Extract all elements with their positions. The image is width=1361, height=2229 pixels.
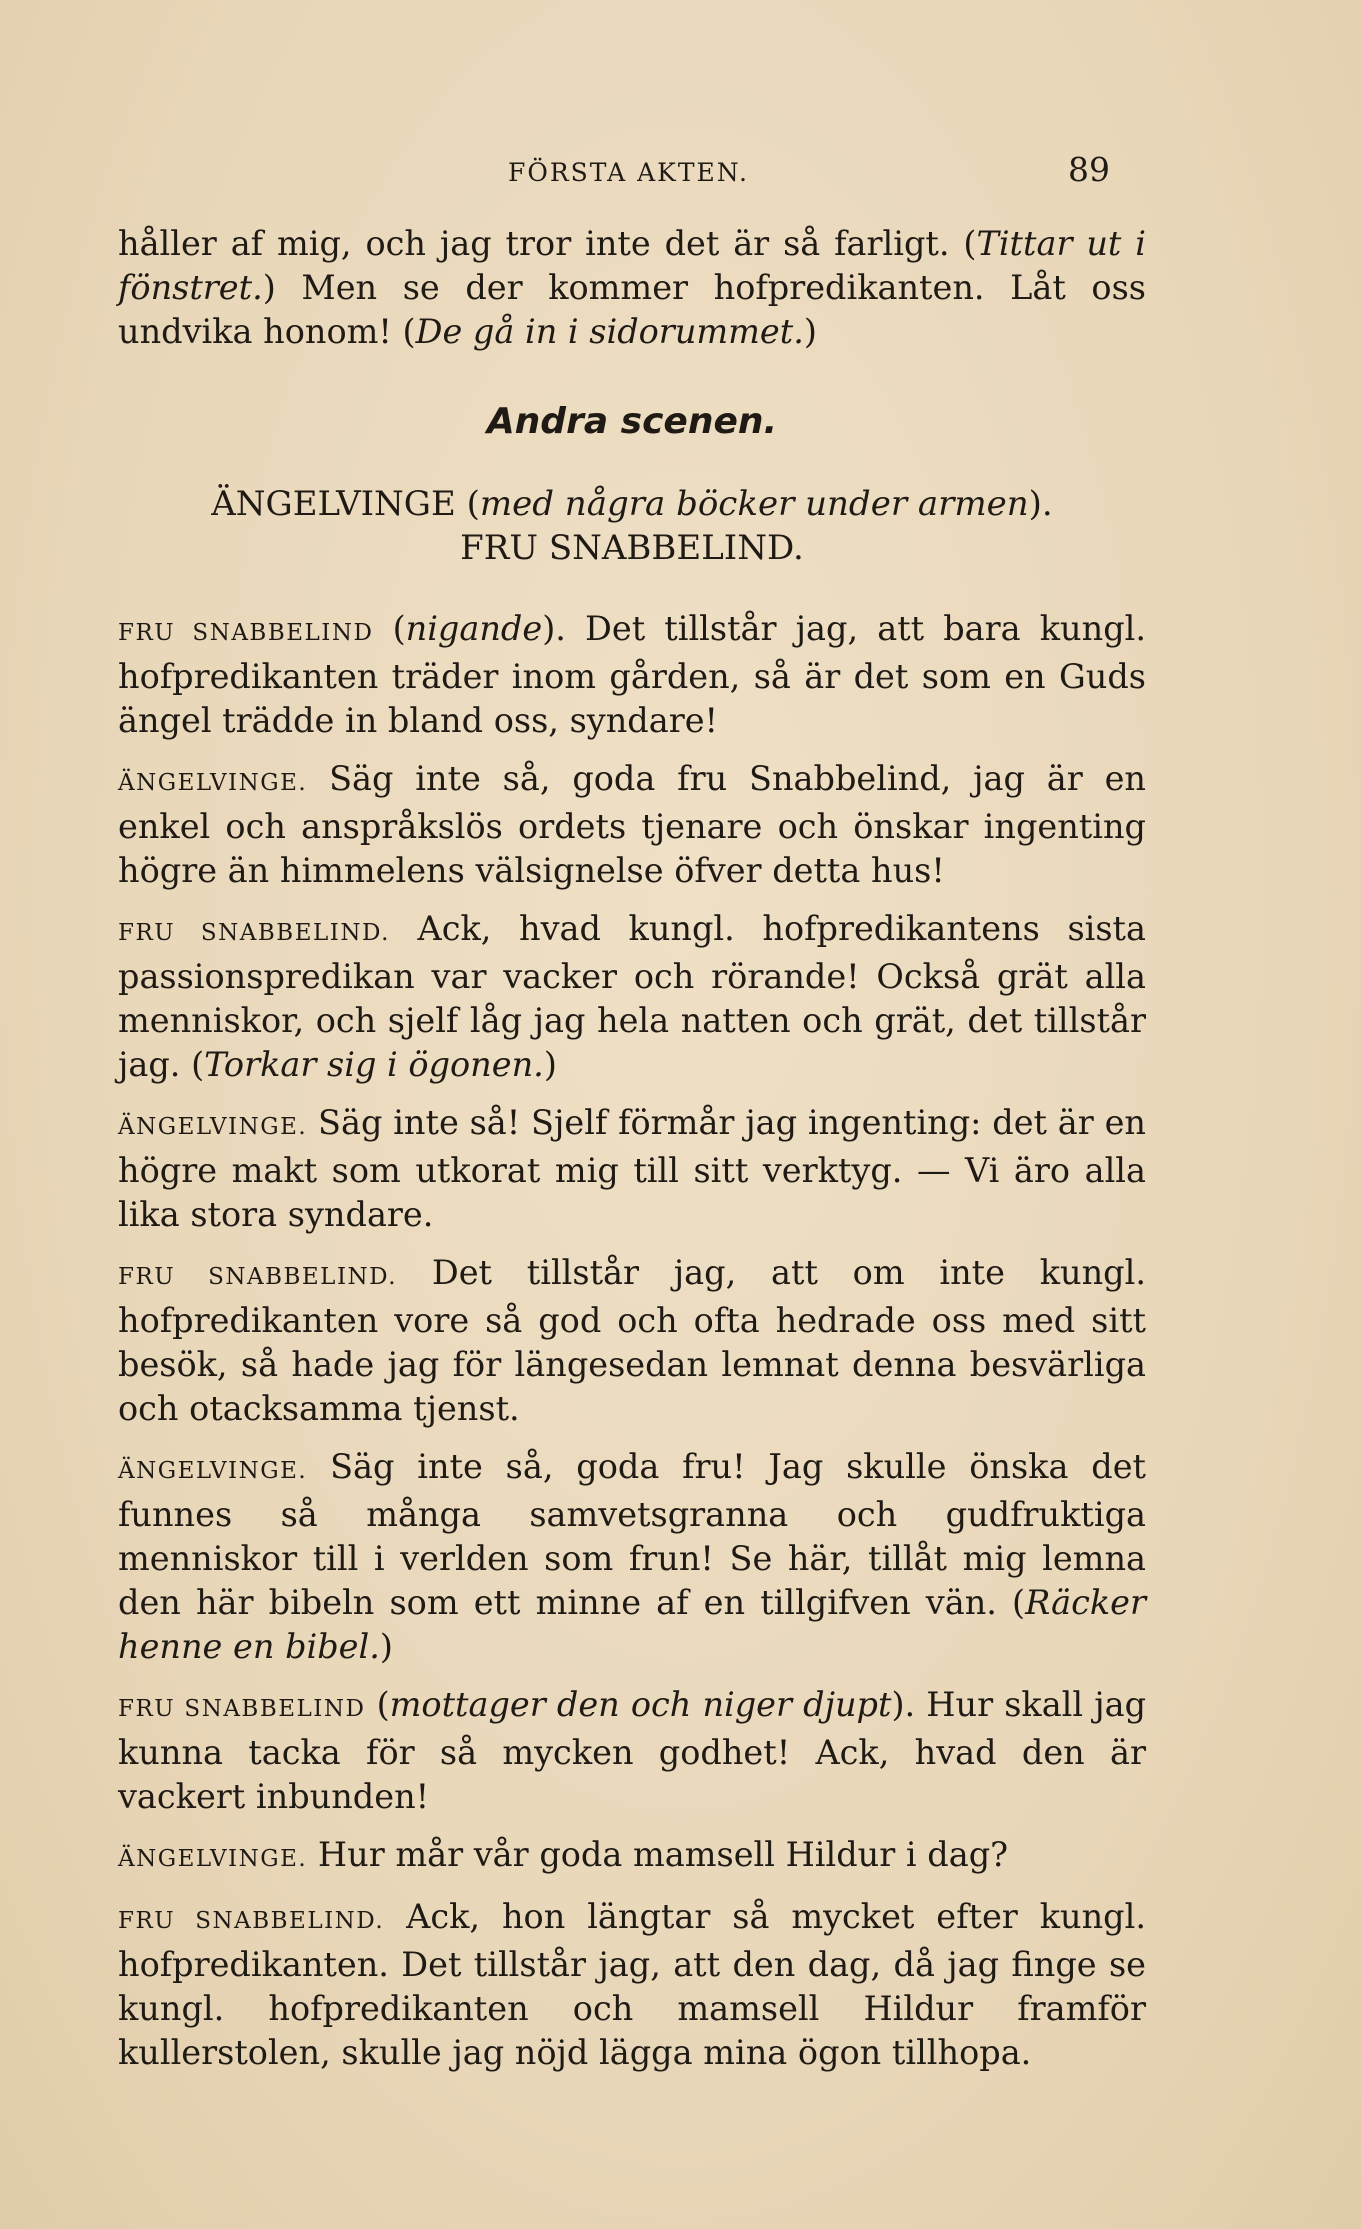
stage-direction: mottager den och niger djupt xyxy=(389,1685,892,1724)
speech xyxy=(118,1101,1146,1237)
speaker: FRU SNABBELIND. xyxy=(118,1264,398,1290)
stage-direction: De gå in i sidorummet. xyxy=(415,312,804,351)
speaker: FRU SNABBELIND xyxy=(118,620,374,646)
speech xyxy=(118,1895,1146,2075)
opening-paragraph xyxy=(118,222,1146,354)
speaker: FRU SNABBELIND. xyxy=(118,920,390,946)
speech xyxy=(118,757,1146,893)
speech-text: Det tillstår jag, att om inte kungl. hofpredikanten vore så god och ofta hedrade oss med sitt besök, så hade jag för längesedan lemnat denna besvärliga och otacksamma tjenst. xyxy=(118,1253,1146,1428)
scene-heading: Andra scenen. xyxy=(486,401,778,442)
running-title: FÖRSTA AKTEN. xyxy=(508,158,749,187)
speaker: ÄNGELVINGE. xyxy=(118,1846,308,1872)
speech-text-end: ) xyxy=(379,1627,393,1666)
page-number: 89 xyxy=(1068,150,1110,189)
opening-text-1: håller af mig, och jag tror inte det är så farligt. ( xyxy=(118,224,977,263)
speech xyxy=(118,1445,1146,1669)
opening-text-2: ) Men se der kommer hofpredikanten. Låt oss undvika honom! ( xyxy=(118,268,1146,351)
speaker: ÄNGELVINGE. xyxy=(118,1458,308,1484)
speech-text: Hur skall jag kunna tacka för så mycken godhet! Ack, hvad den är vackert inbunden! xyxy=(118,1685,1147,1816)
speech: FRU SNABBELIND (nigande). Det tillstår jag, att bara kungl. hofpredikanten träder inom gården, så är det som en Guds ängel trädde in bland oss, syndare! xyxy=(118,609,1147,740)
stage-direction: Torkar sig i ögonen. xyxy=(204,1045,544,1084)
speech: FRU SNABBELIND (mottager den och niger djupt). Hur skall jag kunna tacka för så mycken godhet! Ack, hvad den är vackert inbunden! xyxy=(118,1685,1147,1816)
cast-line-1: ÄNGELVINGE (med några böcker under armen). xyxy=(211,484,1053,524)
speech xyxy=(118,1833,1146,1881)
speech-text: Hur mår vår goda mamsell Hildur i dag? xyxy=(307,1835,1009,1874)
speaker: ÄNGELVINGE. xyxy=(118,1114,308,1140)
text-block xyxy=(118,222,1146,2075)
stage-direction: Tittar ut i fönstret. xyxy=(118,224,1146,307)
stage-direction: Räcker henne en bibel. xyxy=(118,1583,1146,1666)
speech-text: Säg inte så! Sjelf förmår jag ingenting: det är en högre makt som utkorat mig till sitt verktyg. — Vi äro alla lika stora syndare. xyxy=(118,1103,1146,1234)
speaker: FRU SNABBELIND xyxy=(118,1696,366,1722)
speaker: ÄNGELVINGE. xyxy=(118,770,308,796)
speech-text: Ack, hon längtar så mycket efter kungl. hofpredikanten. Det tillstår jag, att den dag, då jag finge se kungl. hofpredikanten och mamsell Hildur framför kullerstolen, skulle jag nöjd lägga mina ögon tillhopa. xyxy=(118,1897,1146,2072)
speech-text: Säg inte så, goda fru Snabbelind, jag är en enkel och anspråkslös ordets tjenare och önskar ingenting högre än himmelens välsignelse öfver detta hus! xyxy=(118,759,1146,890)
running-head xyxy=(0,150,1361,190)
speech-text: Säg inte så, goda fru! Jag skulle önska det funnes så många samvetsgranna och gudfruktiga menniskor till i verlden som frun! Se här, tillåt mig lemna den här bibeln som ett minne af en tillgifven vän. ( xyxy=(118,1447,1146,1622)
speech-text: Det tillstår jag, att bara kungl. hofpredikanten träder inom gården, så är det som en Guds ängel trädde in bland oss, syndare! xyxy=(118,609,1147,740)
speech-text: Ack, hvad kungl. hofpredikantens sista passionspredikan var vacker och rörande! Också grät alla menniskor, och sjelf låg jag hela natten och grät, det tillstår jag. ( xyxy=(118,909,1146,1084)
stage-direction: nigande xyxy=(405,609,543,648)
cast-direction: med några böcker under armen xyxy=(479,484,1029,524)
cast-line-2: FRU SNABBELIND. xyxy=(460,528,804,568)
cast-name: ÄNGELVINGE xyxy=(211,484,456,524)
speech-text-end: ) xyxy=(543,1045,557,1084)
speech xyxy=(118,907,1146,1087)
speaker: FRU SNABBELIND. xyxy=(118,1908,385,1934)
opening-text-3: ) xyxy=(803,312,817,351)
speech xyxy=(118,1251,1146,1431)
